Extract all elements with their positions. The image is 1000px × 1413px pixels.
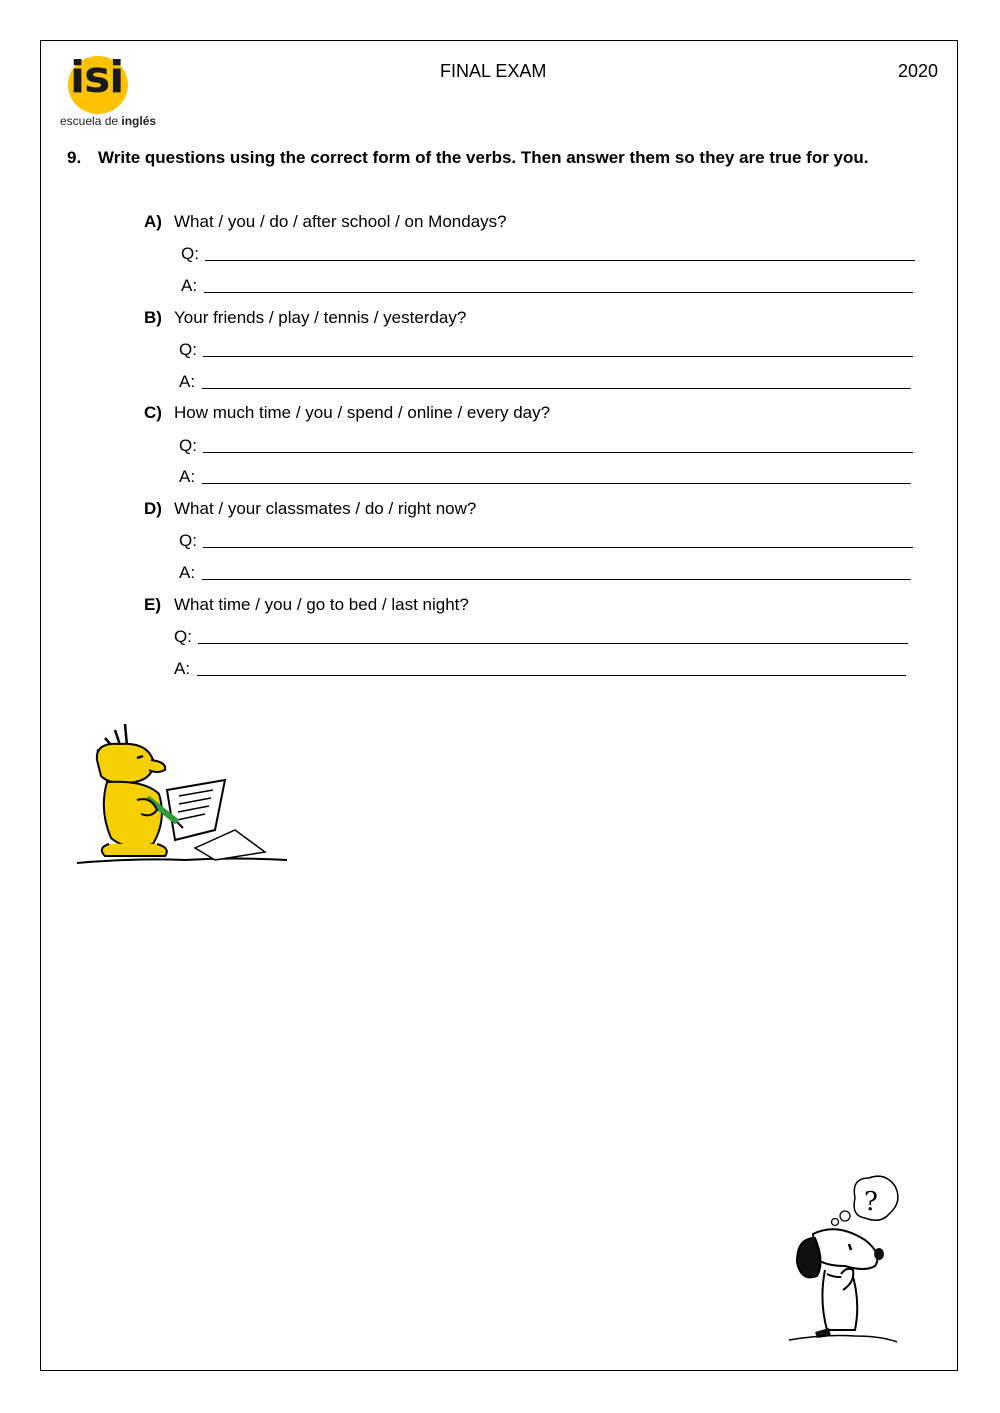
answer-label: A:	[179, 467, 196, 486]
answer-label: A:	[181, 276, 198, 295]
question-number: 9.	[67, 148, 82, 167]
answer-label: A:	[179, 372, 196, 391]
exam-title: FINAL EXAM	[440, 61, 547, 81]
item-prompt: What / you / do / after school / on Mondays?	[174, 212, 507, 231]
question-label: Q:	[174, 627, 192, 646]
question-label: Q:	[179, 436, 197, 455]
answer-line[interactable]	[202, 483, 911, 484]
answer-line[interactable]	[197, 675, 906, 676]
item-letter: C)	[144, 403, 162, 422]
bird-writing-illustration	[75, 720, 290, 870]
question-answer-line[interactable]	[205, 260, 915, 261]
question-answer-line[interactable]	[203, 547, 913, 548]
item-prompt: What / your classmates / do / right now?	[174, 499, 477, 518]
logo-subtitle: escuela de inglés	[60, 114, 157, 128]
question-label: Q:	[181, 244, 199, 263]
answer-line[interactable]	[202, 579, 911, 580]
logo-brand: isi	[70, 52, 124, 103]
item-letter: A)	[144, 212, 162, 231]
question-answer-line[interactable]	[198, 643, 908, 644]
answer-line[interactable]	[202, 388, 911, 389]
answer-line[interactable]	[204, 292, 913, 293]
item-prompt: How much time / you / spend / online / every day?	[174, 403, 551, 422]
question-instruction: Write questions using the correct form of the verbs. Then answer them so they are true for you.	[98, 148, 869, 167]
question-answer-line[interactable]	[203, 452, 913, 453]
item-prompt: Your friends / play / tennis / yesterday?	[174, 308, 467, 327]
question-label: Q:	[179, 531, 197, 550]
svg-text:?: ?	[864, 1187, 878, 1217]
school-logo	[58, 52, 168, 132]
item-letter: B)	[144, 308, 162, 327]
answer-label: A:	[174, 659, 191, 678]
item-letter: D)	[144, 499, 162, 518]
answer-label: A:	[179, 563, 196, 582]
item-letter: E)	[144, 595, 161, 614]
question-label: Q:	[179, 340, 197, 359]
exam-year: 2020	[897, 61, 938, 81]
item-prompt: What time / you / go to bed / last night?	[174, 595, 469, 614]
question-answer-line[interactable]	[203, 356, 913, 357]
dog-thinking-illustration	[785, 1170, 900, 1350]
